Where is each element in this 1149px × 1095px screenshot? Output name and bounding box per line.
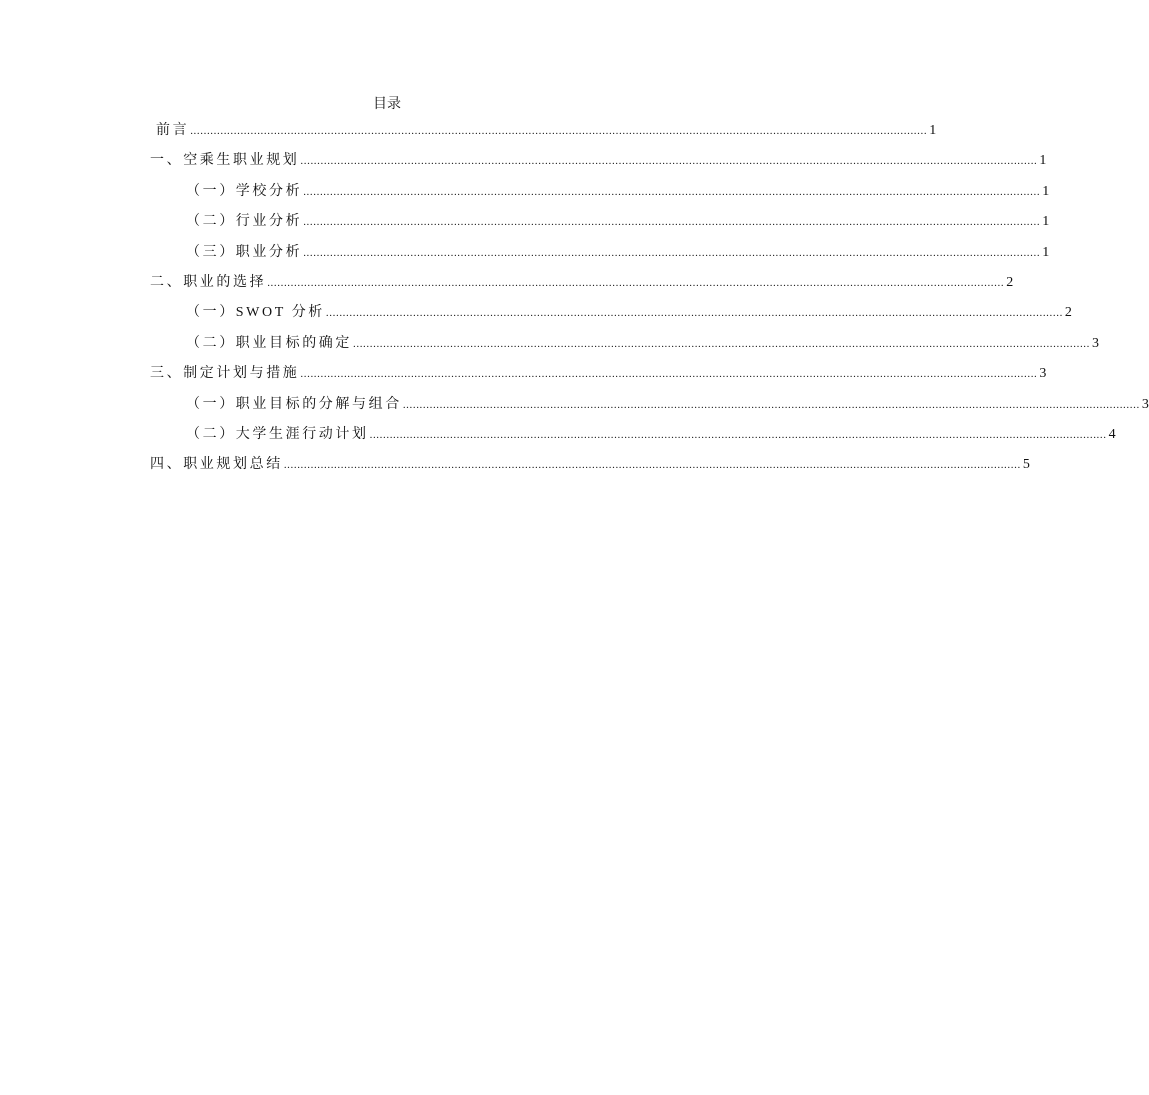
toc-entry-text: （一）SWOT 分析 bbox=[186, 305, 325, 321]
toc-entry-text: （三）职业分析 bbox=[186, 244, 303, 260]
toc-page-number: 1 bbox=[1042, 214, 1050, 230]
toc-entry-section-2[interactable] bbox=[150, 268, 1014, 298]
dot-leader: ............................................................................................................................................................................................................................ bbox=[190, 125, 928, 137]
toc-page-number: 1 bbox=[1042, 183, 1050, 199]
toc-page-number: 2 bbox=[1064, 305, 1072, 321]
toc-entry-section-3-2[interactable] bbox=[150, 420, 1116, 450]
toc-entry-section-1-1[interactable] bbox=[150, 177, 1050, 207]
dot-leader: ............................................................................................................................................................................................................................ bbox=[303, 216, 1041, 229]
toc-entry-text: （一）职业目标的分解与组合 bbox=[186, 396, 402, 412]
table-of-contents bbox=[150, 116, 1149, 481]
toc-entry-text: 前言 bbox=[156, 123, 190, 138]
toc-entry-text: （二）职业目标的确定 bbox=[186, 335, 352, 351]
toc-entry-text: （二）行业分析 bbox=[186, 214, 303, 230]
dot-leader: ............................................................................................................................................................................................................................ bbox=[283, 459, 1021, 472]
dot-leader: ............................................................................................................................................................................................................................ bbox=[303, 246, 1041, 259]
toc-entry-section-2-2[interactable] bbox=[150, 329, 1099, 359]
dot-leader: ............................................................................................................................................................................................................................ bbox=[325, 307, 1063, 320]
toc-entry-section-1-3[interactable] bbox=[150, 238, 1050, 268]
dot-leader: ............................................................................................................................................................................................................................ bbox=[369, 428, 1107, 441]
toc-page-number: 3 bbox=[1092, 335, 1099, 351]
toc-page-number: 1 bbox=[1039, 153, 1047, 169]
toc-entry-text: （一）学校分析 bbox=[186, 183, 303, 199]
toc-entry-section-4[interactable] bbox=[150, 450, 1030, 480]
dot-leader: ............................................................................................................................................................................................................................ bbox=[300, 155, 1038, 168]
dot-leader: ............................................................................................................................................................................................................................ bbox=[300, 368, 1038, 381]
toc-page-number: 5 bbox=[1022, 457, 1030, 473]
toc-entry-section-2-1[interactable] bbox=[150, 298, 1072, 328]
dot-leader: ............................................................................................................................................................................................................................ bbox=[353, 337, 1090, 350]
toc-page-number: 1 bbox=[1042, 244, 1050, 260]
toc-page-number: 3 bbox=[1039, 366, 1047, 382]
dot-leader: ............................................................................................................................................................................................................................ bbox=[402, 398, 1140, 411]
toc-entry-section-3-1[interactable] bbox=[150, 390, 1149, 420]
toc-page-number: 2 bbox=[1006, 274, 1014, 290]
dot-leader: ............................................................................................................................................................................................................................ bbox=[267, 276, 1005, 289]
toc-page-number: 1 bbox=[929, 123, 937, 138]
toc-entry-text: 二、职业的选择 bbox=[150, 274, 267, 290]
toc-title: 目录 bbox=[373, 97, 401, 112]
toc-entry-section-3[interactable] bbox=[150, 359, 1047, 389]
toc-entry-text: （二）大学生涯行动计划 bbox=[186, 426, 369, 442]
dot-leader: ............................................................................................................................................................................................................................ bbox=[303, 185, 1041, 198]
toc-entry-text: 一、空乘生职业规划 bbox=[150, 153, 300, 169]
toc-entry-section-1-2[interactable] bbox=[150, 207, 1050, 237]
toc-page-number: 3 bbox=[1141, 396, 1149, 412]
toc-page-number: 4 bbox=[1108, 426, 1116, 442]
toc-entry-section-1[interactable] bbox=[150, 146, 1047, 176]
toc-entry-text: 三、制定计划与措施 bbox=[150, 366, 300, 382]
toc-entry-text: 四、职业规划总结 bbox=[150, 457, 283, 473]
toc-entry-preface[interactable] bbox=[150, 116, 937, 146]
